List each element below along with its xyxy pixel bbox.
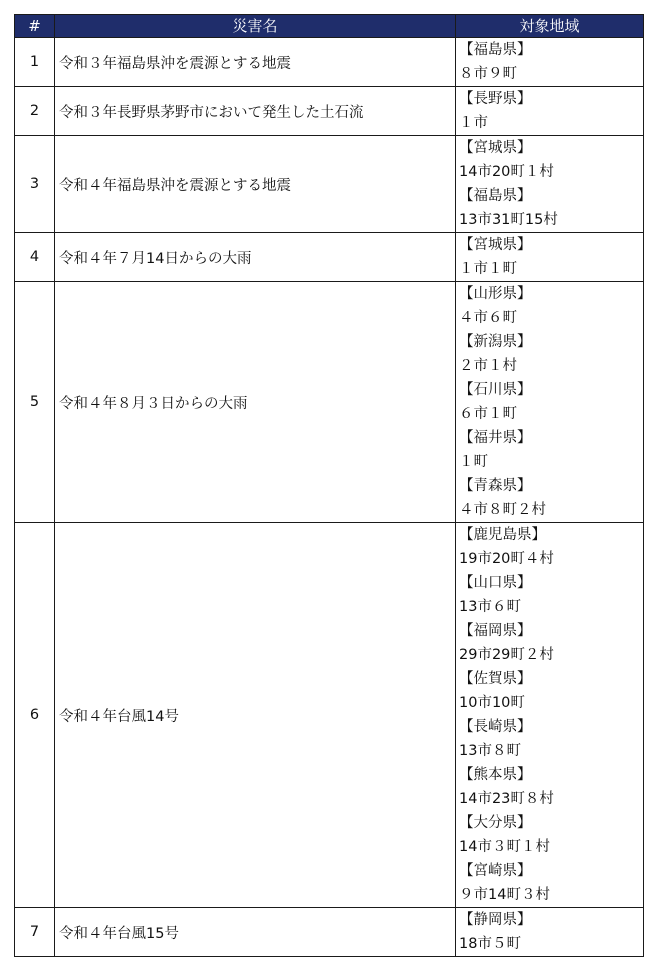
municipality-count: 13市８町 bbox=[459, 743, 521, 759]
table-row bbox=[15, 136, 644, 233]
municipality-count: 18市５町 bbox=[459, 936, 521, 952]
prefecture-label: 【新潟県】 bbox=[459, 334, 532, 350]
disaster-name: 令和３年長野県茅野市において発生した土石流 bbox=[55, 87, 456, 136]
municipality-count: 14市20町１村 bbox=[459, 164, 554, 180]
row-number: 4 bbox=[15, 233, 55, 282]
municipality-count: 10市10町 bbox=[459, 695, 525, 711]
prefecture-label: 【福岡県】 bbox=[459, 623, 532, 639]
prefecture-label: 【宮城県】 bbox=[459, 140, 532, 156]
row-number: 1 bbox=[15, 38, 55, 87]
header-number: # bbox=[15, 15, 55, 38]
table-row bbox=[15, 233, 644, 282]
target-areas bbox=[456, 136, 644, 233]
row-number: 6 bbox=[15, 523, 55, 908]
row-number: 2 bbox=[15, 87, 55, 136]
prefecture-label: 【宮城県】 bbox=[459, 237, 532, 253]
municipality-count: １町 bbox=[459, 454, 488, 470]
row-number: 7 bbox=[15, 908, 55, 957]
table-row bbox=[15, 908, 644, 957]
prefecture-label: 【宮崎県】 bbox=[459, 863, 532, 879]
target-areas bbox=[456, 233, 644, 282]
target-areas bbox=[456, 87, 644, 136]
municipality-count: ８市９町 bbox=[459, 66, 517, 82]
target-areas bbox=[456, 282, 644, 523]
table-body bbox=[15, 38, 644, 957]
prefecture-label: 【山口県】 bbox=[459, 575, 532, 591]
municipality-count: ２市１村 bbox=[459, 358, 517, 374]
municipality-count: 13市31町15村 bbox=[459, 212, 558, 228]
disaster-name: 令和４年福島県沖を震源とする地震 bbox=[55, 136, 456, 233]
prefecture-label: 【静岡県】 bbox=[459, 912, 532, 928]
prefecture-label: 【山形県】 bbox=[459, 286, 532, 302]
municipality-count: 13市６町 bbox=[459, 599, 521, 615]
table-row bbox=[15, 282, 644, 523]
target-areas bbox=[456, 38, 644, 87]
municipality-count: 19市20町４村 bbox=[459, 551, 554, 567]
header-target-area: 対象地域 bbox=[456, 15, 644, 38]
municipality-count: 14市23町８村 bbox=[459, 791, 554, 807]
municipality-count: ４市８町２村 bbox=[459, 502, 546, 518]
table-row bbox=[15, 523, 644, 908]
prefecture-label: 【石川県】 bbox=[459, 382, 532, 398]
municipality-count: 14市３町１村 bbox=[459, 839, 550, 855]
municipality-count: １市１町 bbox=[459, 261, 517, 277]
prefecture-label: 【福井県】 bbox=[459, 430, 532, 446]
disaster-name: 令和３年福島県沖を震源とする地震 bbox=[55, 38, 456, 87]
prefecture-label: 【福島県】 bbox=[459, 188, 532, 204]
disaster-name: 令和４年台風15号 bbox=[55, 908, 456, 957]
prefecture-label: 【鹿児島県】 bbox=[459, 527, 546, 543]
prefecture-label: 【佐賀県】 bbox=[459, 671, 532, 687]
municipality-count: ９市14町３村 bbox=[459, 887, 550, 903]
target-areas bbox=[456, 523, 644, 908]
prefecture-label: 【長崎県】 bbox=[459, 719, 532, 735]
disaster-name: 令和４年７月14日からの大雨 bbox=[55, 233, 456, 282]
prefecture-label: 【福島県】 bbox=[459, 42, 532, 58]
municipality-count: 29市29町２村 bbox=[459, 647, 554, 663]
municipality-count: ４市６町 bbox=[459, 310, 517, 326]
row-number: 3 bbox=[15, 136, 55, 233]
table-row bbox=[15, 38, 644, 87]
prefecture-label: 【長野県】 bbox=[459, 91, 532, 107]
municipality-count: １市 bbox=[459, 115, 488, 131]
table-header-row bbox=[15, 15, 644, 38]
disaster-name: 令和４年８月３日からの大雨 bbox=[55, 282, 456, 523]
municipality-count: ６市１町 bbox=[459, 406, 517, 422]
prefecture-label: 【青森県】 bbox=[459, 478, 532, 494]
target-areas bbox=[456, 908, 644, 957]
disaster-name: 令和４年台風14号 bbox=[55, 523, 456, 908]
row-number: 5 bbox=[15, 282, 55, 523]
header-disaster-name: 災害名 bbox=[55, 15, 456, 38]
disaster-table bbox=[14, 14, 644, 957]
prefecture-label: 【熊本県】 bbox=[459, 767, 532, 783]
table-row bbox=[15, 87, 644, 136]
prefecture-label: 【大分県】 bbox=[459, 815, 532, 831]
